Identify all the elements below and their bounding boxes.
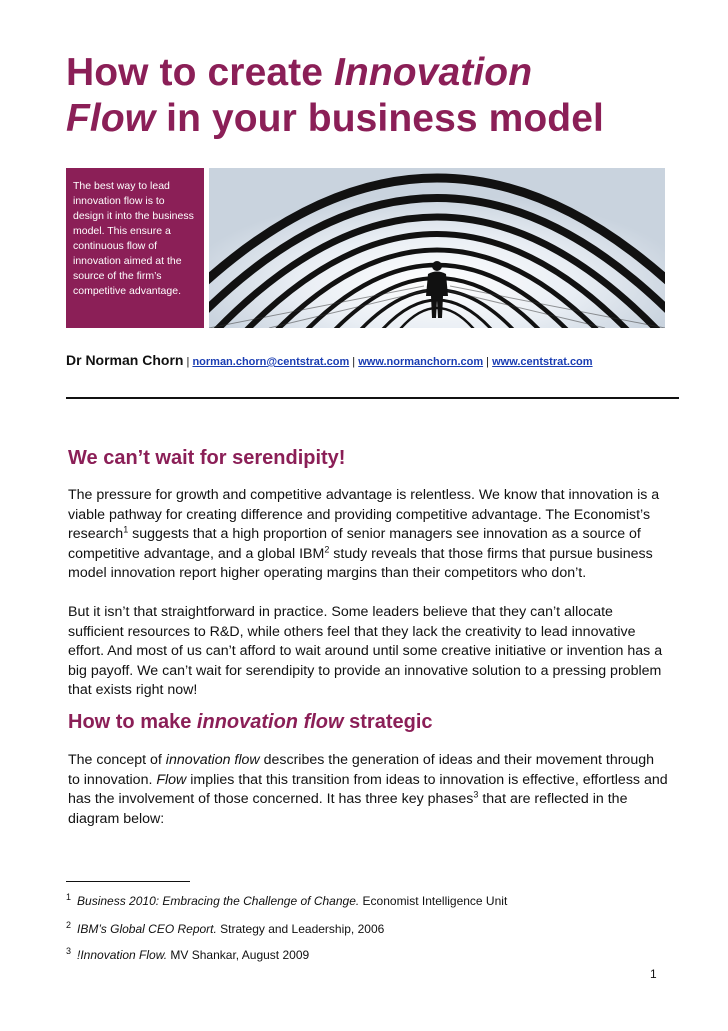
footnote-2: $^2$ IBM’s Global CEO Report. Strategy and Leadership, 2006	[66, 920, 385, 936]
website-link-normanchorn[interactable]: www.normanchorn.com	[358, 356, 484, 368]
tunnel-image	[209, 168, 665, 328]
section-heading-serendipity: We can’t wait for serendipity!	[68, 447, 346, 469]
footnote-divider	[66, 881, 190, 882]
callout-text: The best way to lead innovation flow is to design it into the business model. This ensure a continuous flow of innovation aimed at the source of the firm’s competitive advantage.	[73, 180, 194, 297]
author-byline: Dr Norman Chorn | norman.chorn@centstrat.com | www.normanchorn.com | www.centstrat.com	[66, 352, 593, 368]
document-title: How to create Innovation Flow in your business model	[66, 51, 604, 140]
footnote-1: $^1$ Business 2010: Embracing the Challenge of Change. Economist Intelligence Unit	[66, 892, 508, 908]
page-number: 1	[650, 967, 657, 981]
author-name: Dr Norman Chorn	[66, 352, 184, 368]
hero-image	[209, 168, 665, 328]
paragraph-pressure: The pressure for growth and competitive advantage is relentless. We know that innovation is a viable pathway for creating difference and providing competitive advantage. The Economist’s research$^1$ suggests that a high proportion of senior managers see innovation as a source of competitive advantage, and a global IBM$^2$ study reveals that those firms that pursue business model innovation report higher operating margins than their competitors who don’t.	[68, 487, 660, 581]
paragraph-concept: The concept of innovation flow describes the generation of ideas and their movement through to innovation. Flow implies that this transition from ideas to innovation is effective, effortless and has the involvement of those concerned. It has three key phases$^3$ that are reflected in the diagram below:	[68, 752, 668, 827]
paragraph-practice: But it isn’t that straightforward in practice. Some leaders believe that they can’t allocate sufficient resources to R&D, while others feel that they lack the creativity to lead innovative effort. And most of us can’t afford to wait around until some creative initiative or invention has a big payoff. We can’t wait for serendipity to provide an innovative solution to a pressing problem that exists right now!	[68, 604, 663, 698]
header-divider	[66, 397, 679, 399]
footnote-3: $^3$ !Innovation Flow. MV Shankar, August 2009	[66, 946, 310, 962]
email-link[interactable]: norman.chorn@centstrat.com	[192, 356, 350, 368]
callout-box	[66, 168, 204, 328]
section-heading-strategic: How to make innovation flow strategic	[68, 711, 433, 733]
website-link-centstrat[interactable]: www.centstrat.com	[492, 356, 593, 368]
